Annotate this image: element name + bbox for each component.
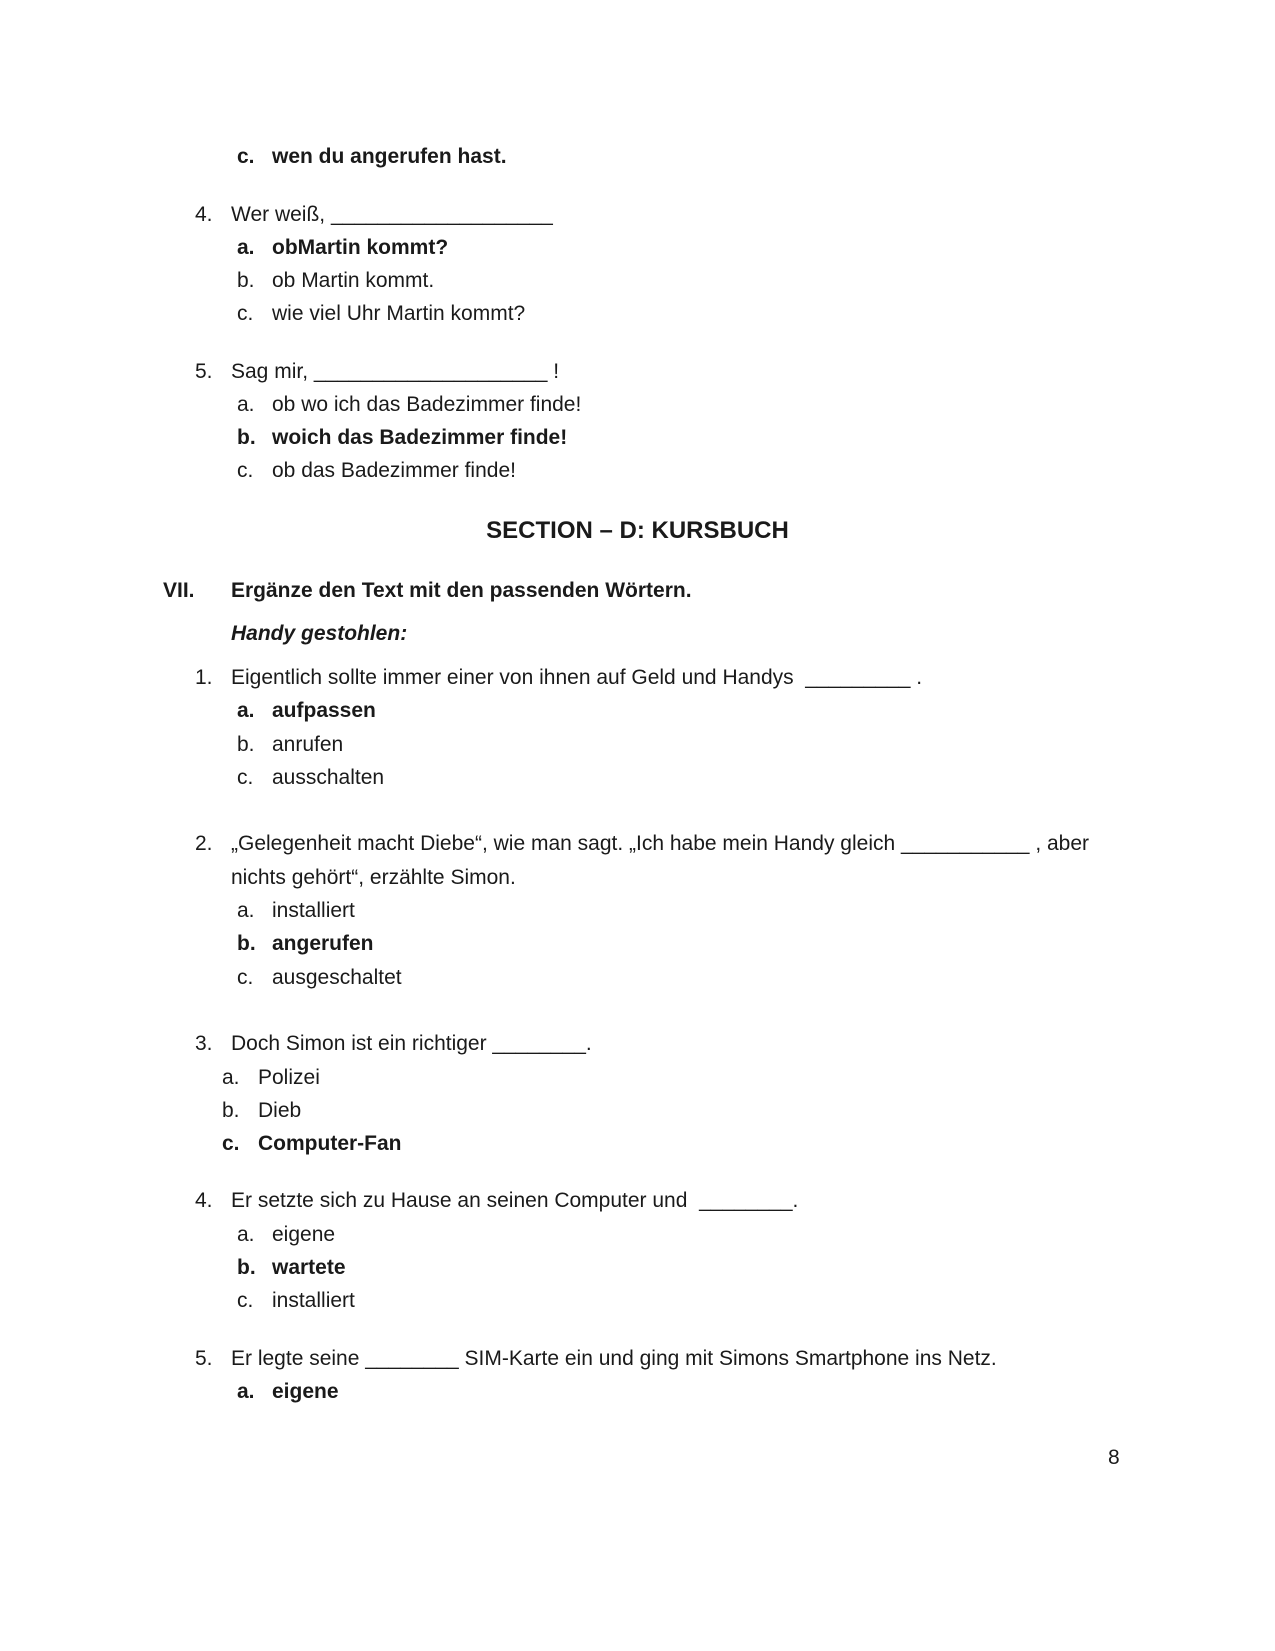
- task-instruction: Ergänze den Text mit den passenden Wörtern.: [231, 579, 692, 602]
- option-text: wie viel Uhr Martin kommt?: [272, 302, 526, 325]
- question-stem: „Gelegenheit macht Diebe“, wie man sagt. „Ich habe mein Handy gleich ___________ , aber: [231, 832, 1090, 855]
- option-text: anrufen: [272, 733, 344, 756]
- option-text: ausschalten: [272, 766, 385, 789]
- option-text: Computer-Fan: [258, 1132, 402, 1155]
- option-text: angerufen: [272, 932, 374, 955]
- option-text: aufpassen: [272, 699, 376, 722]
- question-number: 3.: [195, 1032, 213, 1055]
- question-number: 4.: [195, 203, 213, 226]
- option-letter: c.: [237, 1289, 254, 1312]
- option-text: eigene: [272, 1223, 336, 1246]
- question-stem: Doch Simon ist ein richtiger ________.: [231, 1032, 592, 1055]
- option-text: Polizei: [258, 1066, 320, 1089]
- option-letter: c.: [222, 1132, 240, 1155]
- option-text: Dieb: [258, 1099, 302, 1122]
- question-number: 4.: [195, 1189, 213, 1212]
- option-text: wartete: [272, 1256, 346, 1279]
- question-stem: Er legte seine ________ SIM-Karte ein und ging mit Simons Smartphone ins Netz.: [231, 1347, 997, 1370]
- option-letter: b.: [237, 426, 256, 449]
- task-subtitle: Handy gestohlen:: [231, 622, 408, 645]
- option-letter: a.: [237, 236, 255, 259]
- option-text: installiert: [272, 1289, 355, 1312]
- option-letter: a.: [237, 1223, 255, 1246]
- option-letter: b.: [237, 269, 255, 292]
- question-number: 1.: [195, 666, 213, 689]
- page-number: 8: [1108, 1446, 1120, 1469]
- option-letter: a.: [237, 393, 255, 416]
- option-letter: b.: [237, 932, 256, 955]
- question-stem: Wer weiß, ___________________: [231, 203, 553, 226]
- task-roman-numeral: VII.: [163, 579, 195, 602]
- option-text: wen du angerufen hast.: [272, 145, 507, 168]
- question-stem: Eigentlich sollte immer einer von ihnen auf Geld und Handys _________ .: [231, 666, 923, 689]
- option-text: eigene: [272, 1380, 339, 1403]
- option-text: ob wo ich das Badezimmer finde!: [272, 393, 582, 416]
- option-letter: c.: [237, 302, 254, 325]
- option-letter: c.: [237, 459, 254, 482]
- option-text: ob Martin kommt.: [272, 269, 435, 292]
- option-text: ausgeschaltet: [272, 966, 402, 989]
- option-letter: a.: [237, 899, 255, 922]
- option-letter: a.: [237, 1380, 255, 1403]
- option-text: woich das Badezimmer finde!: [272, 426, 568, 449]
- option-letter: c.: [237, 966, 254, 989]
- section-heading: SECTION – D: KURSBUCH: [486, 517, 789, 544]
- question-stem-continued: nichts gehört“, erzählte Simon.: [231, 866, 516, 889]
- option-letter: c.: [237, 766, 254, 789]
- option-letter: b.: [237, 733, 255, 756]
- option-text: ob das Badezimmer finde!: [272, 459, 516, 482]
- option-letter: c.: [237, 145, 255, 168]
- option-letter: a.: [237, 699, 255, 722]
- question-stem: Sag mir, ____________________ !: [231, 360, 560, 383]
- option-text: installiert: [272, 899, 355, 922]
- question-number: 2.: [195, 832, 213, 855]
- question-stem: Er setzte sich zu Hause an seinen Computer und ________.: [231, 1189, 799, 1212]
- question-number: 5.: [195, 360, 213, 383]
- option-letter: a.: [222, 1066, 240, 1089]
- option-letter: b.: [237, 1256, 256, 1279]
- option-text: obMartin kommt?: [272, 236, 449, 259]
- question-number: 5.: [195, 1347, 213, 1370]
- option-letter: b.: [222, 1099, 240, 1122]
